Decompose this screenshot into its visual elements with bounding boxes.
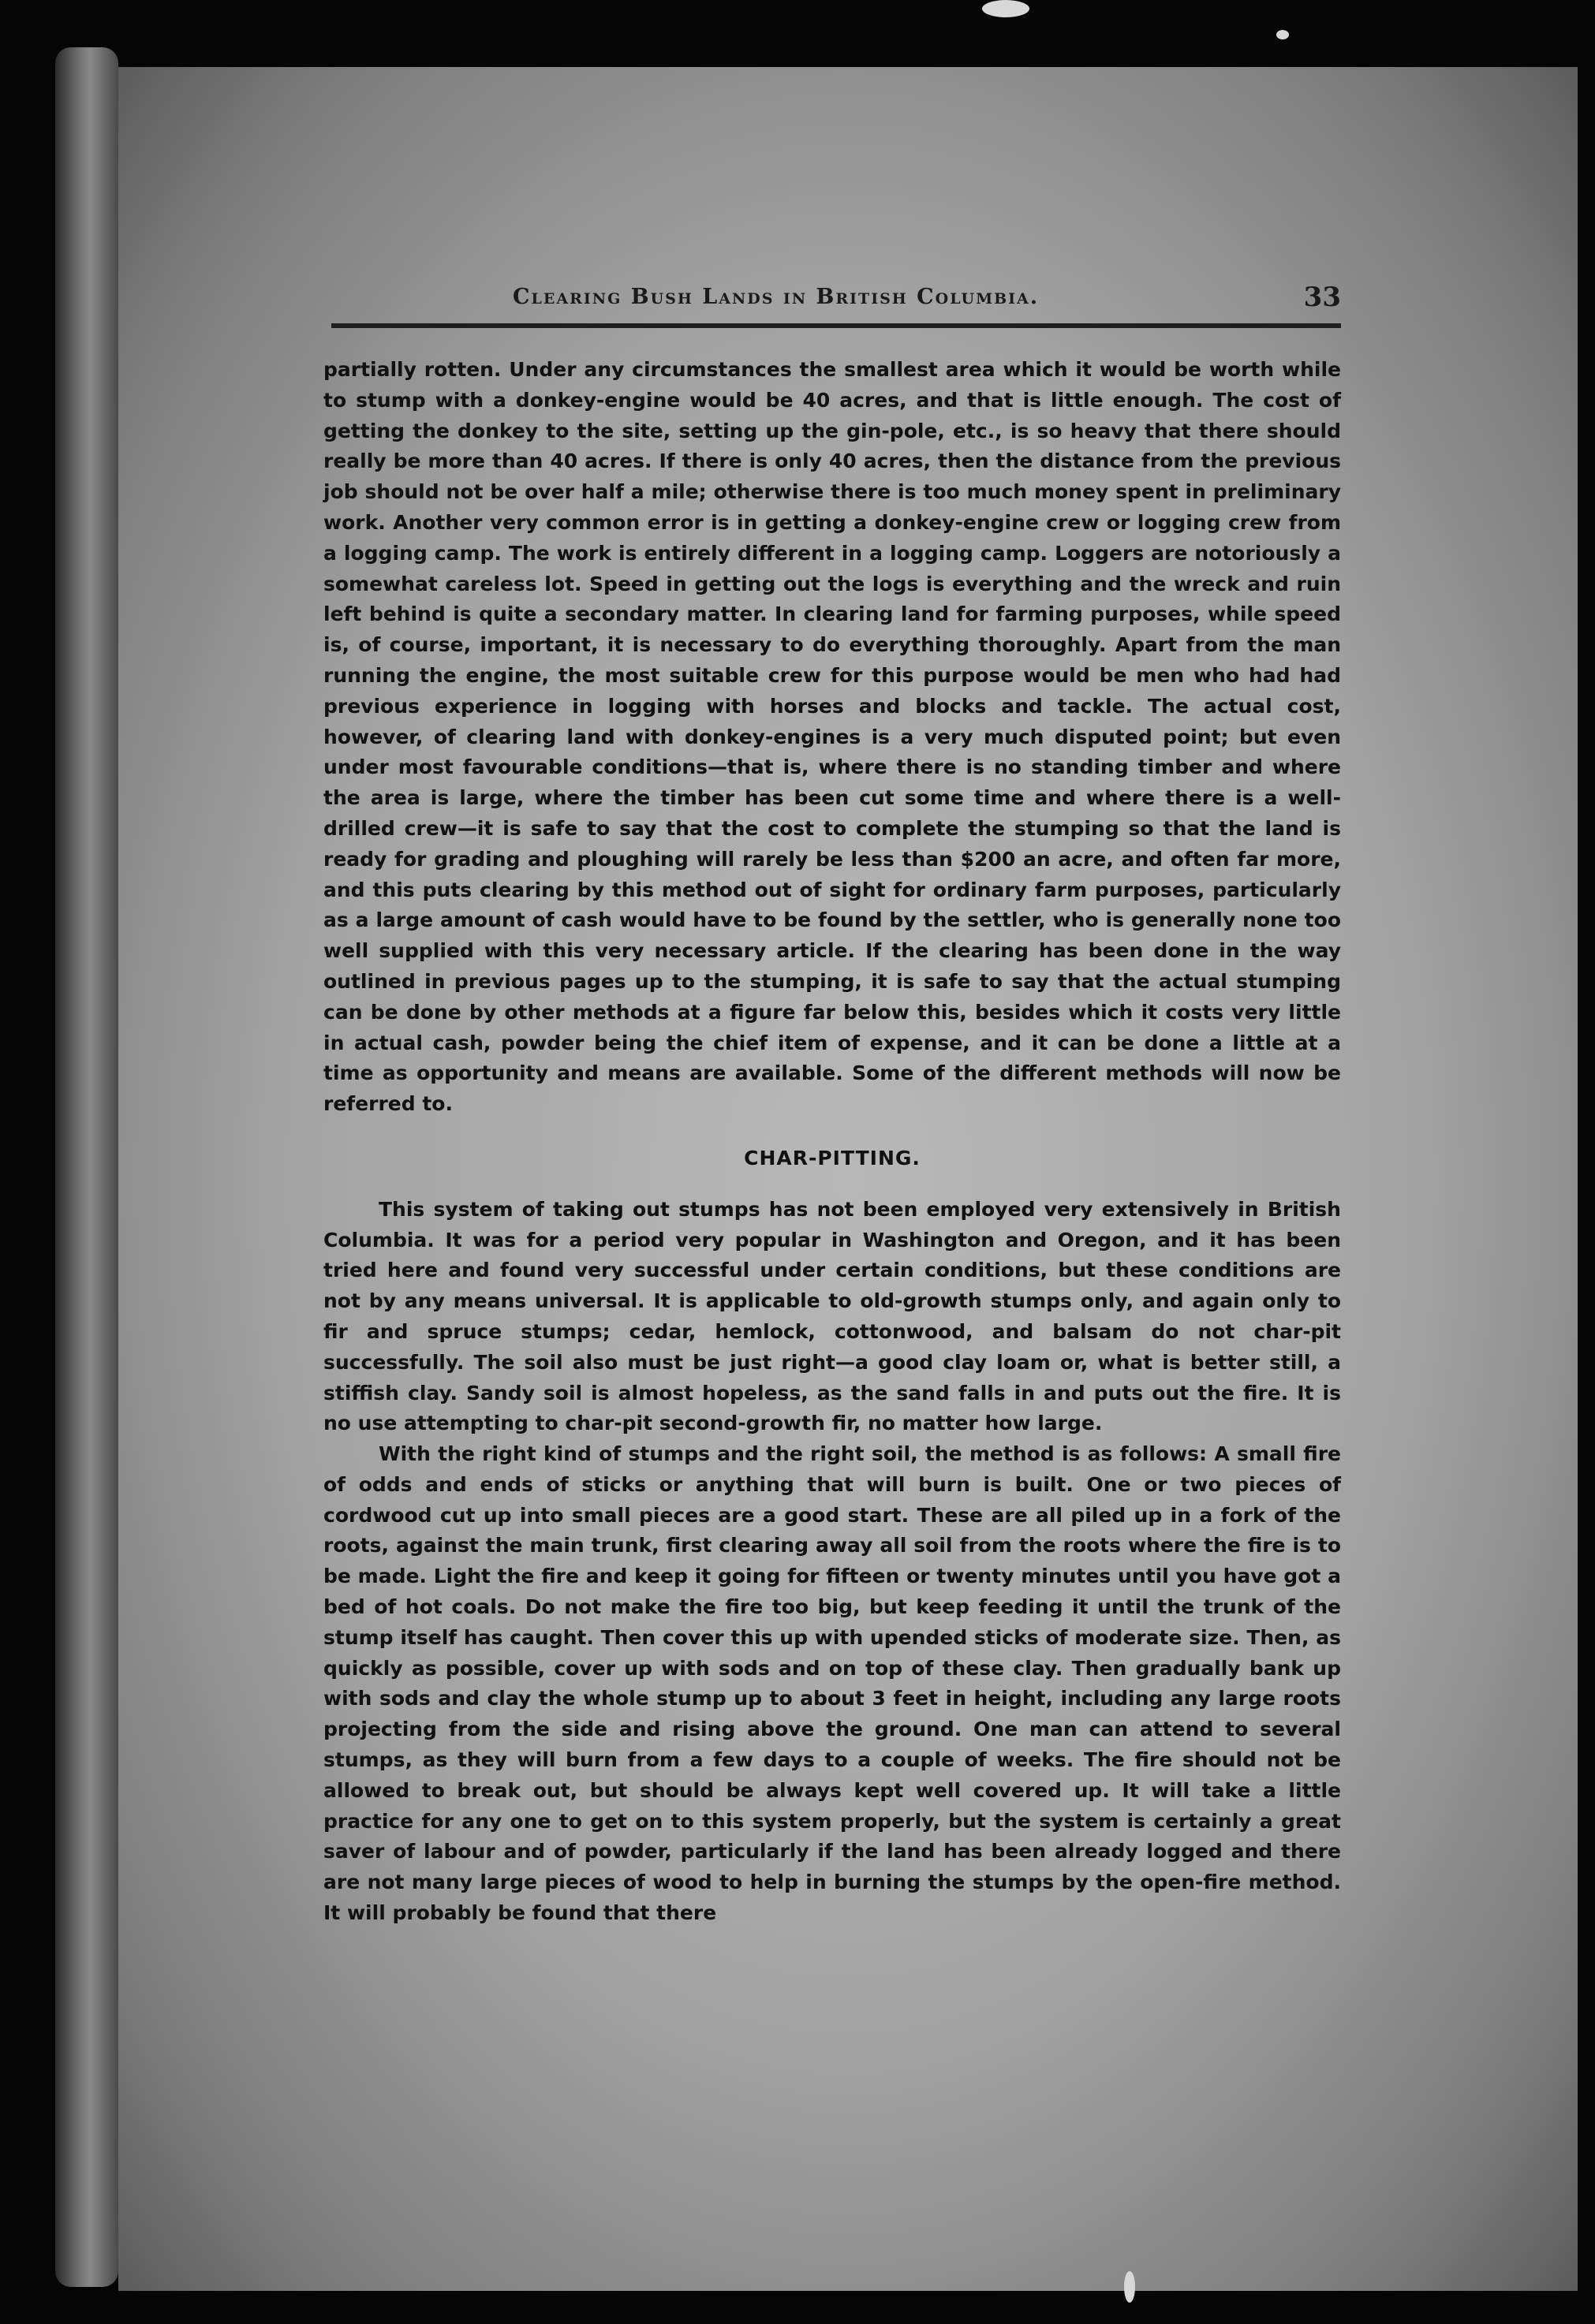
running-head-title: Clearing Bush Lands in British Columbia. — [513, 285, 1040, 309]
paragraph-char-pitting-intro: This system of taking out stumps has not been employed very extensively in British Columbia. It was for a period very popular in Washington and Oregon, and it has been tried here and found very successful under certain conditions, but these conditions are not by any means universal. It is applicable to old-growth stumps only, and again only to fir and spruce stumps; cedar, hemlock, cottonwood, and balsam do not char-pit successfully. The soil also must be just right—a good clay loam or, what is better still, a stiffish clay. Sandy soil is almost hopeless, as the sand falls in and puts out the fire. It is no use attempting to char-pit second-growth fir, no matter how large. — [323, 1197, 1341, 1435]
page-number: 33 — [1303, 282, 1341, 313]
paragraph-donkey-engine: partially rotten. Under any circumstances the smallest area which it would be worth while to stump with a donkey-engine would be 40 acres, and that is little enough. The cost of getting the donkey to the site, setting up the gin-pole, etc., is so heavy that there should really be more than 40 acres. If there is only 40 acres, then the distance from the previous job should not be over half a mile; otherwise there is too much money spent in preliminary work. Another very common error is in getting a donkey-engine crew or logging crew from a logging camp. The work is entirely different in a logging camp. Loggers are notoriously a somewhat careless lot. Speed in getting out the logs is everything and the wreck and ruin left behind is quite a secondary matter. In clearing land for farming purposes, while speed is, of course, important, it is necessary to do everything thoroughly. Apart from the man running the engine, the most suitable crew for this purpose would be men who had had previous experience in logging with horses and blocks and tackle. The actual cost, however, of clearing land with donkey-engines is a very much disputed point; but even under most favourable conditions—that is, where there is no standing timber and where the area is large, where the timber has been cut some time and where there is a well-drilled crew—it is safe to say that the cost to complete the stumping so that the land is ready for grading and ploughing will rarely be less than $200 an acre, and often far more, and this puts clearing by this method out of sight for ordinary farm purposes, particularly as a large amount of cash would have to be found by the settler, who is generally none too well supplied with this very necessary article. If the clearing has been done in the way outlined in previous pages up to the stumping, it is safe to say that the actual stumping can be done by other methods at a figure far below this, besides which it costs very little in actual cash, powder being the chief item of expense, and it can be done a little at a time as opportunity and means are available. Some of the different methods will now be referred to. — [323, 358, 1341, 1116]
paragraph-char-pitting-method: With the right kind of stumps and the right soil, the method is as follows: A small fire of odds and ends of sticks or anything that will burn is built. One or two pieces of cordwood cut up into small pieces are a good start. These are all piled up in a fork of the roots, against the main trunk, first clearing away all soil from the roots where the fire is to be made. Light the fire and keep it going for fifteen or twenty minutes until you have got a bed of hot coals. Do not make the fire too big, but keep feeding it until the trunk of the stump itself has caught. Then cover this up with upended sticks of moderate size. Then, as quickly as possible, cover up with sods and on top of these clay. Then gradually bank up with sods and clay the whole stump up to about 3 feet in height, including any large roots projecting from the side and rising above the ground. One man can attend to several stumps, as they will burn from a few days to a couple of weeks. The fire should not be allowed to break out, but should be always kept well covered up. It will take a little practice for any one to get on to this system properly, but the system is certainly a great saver of labour and of powder, particularly if the land has been already logged and there are not many large pieces of wood to help in burning the stumps by the open-fire method. It will probably be found that there — [323, 1442, 1341, 1925]
page-body — [323, 355, 1341, 1929]
scan-speck — [982, 0, 1029, 17]
scan-speck — [1124, 2271, 1135, 2303]
scan-speck — [1276, 30, 1289, 39]
book-spine-edge — [55, 47, 118, 2287]
section-heading-char-pitting: CHAR-PITTING. — [744, 1146, 921, 1169]
header-rule — [331, 323, 1341, 328]
